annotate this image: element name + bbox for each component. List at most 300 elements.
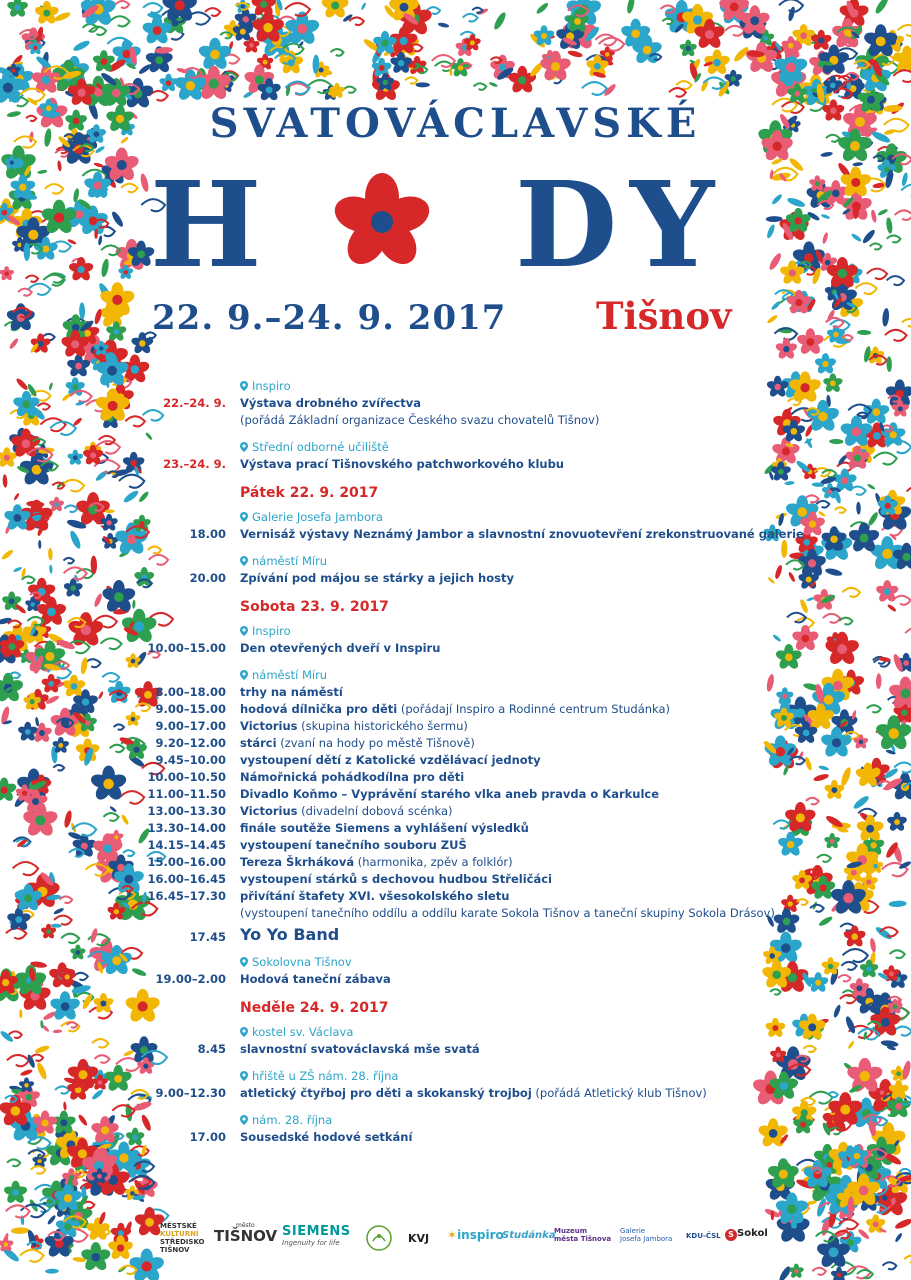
program-row	[150, 395, 790, 412]
folk-flower-ornament	[788, 1264, 804, 1279]
folk-leaf-ornament	[48, 382, 53, 391]
folk-leaf-ornament	[829, 439, 844, 445]
folk-swirl-ornament	[45, 184, 63, 194]
event-time: 9.00–12.30	[155, 1086, 226, 1100]
program-row	[147, 871, 790, 888]
folk-swirl-ornament	[817, 855, 831, 862]
folk-flower-ornament	[68, 257, 95, 282]
folk-swirl-ornament	[120, 791, 144, 804]
venue-label: náměstí Míru	[150, 553, 790, 570]
saturday-items	[147, 684, 790, 905]
folk-leaf-ornament	[870, 209, 877, 223]
folk-leaf-ornament	[63, 1101, 67, 1110]
folk-leaf-ornament	[72, 417, 82, 427]
venue-label: Galerie Josefa Jambora	[150, 509, 790, 526]
program-row	[150, 1129, 790, 1146]
folk-swirl-ornament	[816, 501, 829, 508]
folk-swirl-ornament	[110, 745, 124, 752]
venue-label: náměstí Míru	[150, 667, 790, 684]
logo-inspiro: ✶inspiro	[447, 1228, 504, 1242]
folk-swirl-ornament	[285, 3, 310, 16]
logo-kvj: KVJ	[408, 1232, 430, 1245]
folk-leaf-ornament	[888, 900, 906, 907]
program-row	[147, 820, 790, 837]
event-title: Victorius (skupina historického šermu)	[240, 719, 468, 733]
folk-swirl-ornament	[22, 576, 35, 583]
folk-leaf-ornament	[139, 173, 150, 193]
program-row	[147, 803, 790, 820]
folk-swirl-ornament	[901, 184, 911, 196]
event-time: 23.–24. 9.	[163, 457, 226, 471]
folk-leaf-ornament	[49, 565, 53, 574]
event-title: Yo Yo Band	[240, 925, 340, 944]
folk-leaf-ornament	[778, 1265, 792, 1280]
folk-leaf-ornament	[894, 1217, 911, 1230]
event-time: 8.00–18.00	[155, 685, 226, 699]
event-time: 10.00–15.00	[147, 641, 226, 655]
folk-leaf-ornament	[788, 157, 805, 173]
day-heading-friday: Pátek 22. 9. 2017	[240, 485, 379, 501]
logo-studanka-circle	[365, 1224, 393, 1252]
folk-leaf-ornament	[123, 1049, 134, 1057]
folk-swirl-ornament	[121, 184, 137, 193]
folk-flower-ornament	[130, 332, 154, 355]
folk-leaf-ornament	[51, 924, 62, 928]
folk-leaf-ornament	[848, 1197, 855, 1216]
folk-flower-ornament	[63, 578, 84, 598]
folk-leaf-ornament	[626, 0, 636, 14]
folk-swirl-ornament	[842, 588, 860, 597]
folk-flower-ornament	[775, 338, 798, 360]
folk-swirl-ornament	[20, 1250, 44, 1262]
folk-leaf-ornament	[771, 193, 784, 206]
folk-leaf-ornament	[787, 6, 796, 22]
program-row	[150, 701, 790, 718]
folk-swirl-ornament	[810, 905, 824, 912]
folk-swirl-ornament	[894, 1027, 911, 1036]
folk-leaf-ornament	[94, 469, 109, 482]
program-row	[150, 926, 790, 948]
event-note: (vystoupení tanečního oddílu a oddílu karate Sokola Tišnov a taneční skupiny Sokola Drásov)	[240, 906, 775, 920]
folk-swirl-ornament	[463, 14, 478, 22]
folk-swirl-ornament	[8, 621, 21, 628]
folk-flower-ornament	[3, 1181, 28, 1205]
folk-swirl-ornament	[6, 1205, 30, 1217]
folk-leaf-ornament	[886, 356, 892, 372]
folk-swirl-ornament	[803, 1046, 815, 1052]
folk-leaf-ornament	[839, 766, 852, 787]
folk-leaf-ornament	[416, 82, 430, 87]
event-title: Námořnická pohádkodílna pro děti	[240, 770, 465, 784]
folk-leaf-ornament	[61, 392, 72, 402]
folk-flower-ornament	[320, 0, 349, 20]
folk-leaf-ornament	[57, 160, 62, 171]
program-row	[150, 456, 790, 473]
folk-leaf-ornament	[109, 805, 117, 812]
folk-swirl-ornament	[349, 17, 364, 25]
event-title: přivítání štafety XVI. všesokolského sletu	[240, 889, 510, 903]
event-time: 10.00–10.50	[147, 770, 226, 784]
program	[147, 378, 804, 1146]
folk-leaf-ornament	[68, 529, 82, 549]
program-row	[150, 1085, 790, 1102]
folk-swirl-ornament	[114, 724, 124, 729]
event-title: vystoupení stárků s dechovou hudbou Střeličáci	[240, 872, 552, 886]
folk-flower-ornament	[118, 265, 134, 280]
event-title: hodová dílnička pro děti (pořádají Inspiro a Rodinné centrum Studánka)	[240, 702, 671, 716]
logo-siemens: SIEMENS Ingenuity for life	[282, 1224, 351, 1247]
folk-leaf-ornament	[874, 0, 890, 15]
folk-leaf-ornament	[885, 217, 893, 234]
folk-leaf-ornament	[821, 213, 831, 219]
folk-leaf-ornament	[818, 510, 826, 517]
folk-leaf-ornament	[867, 511, 880, 527]
folk-swirl-ornament	[867, 705, 881, 712]
folk-swirl-ornament	[857, 1270, 873, 1278]
folk-flower-ornament	[34, 1, 60, 25]
folk-leaf-ornament	[35, 717, 40, 727]
folk-swirl-ornament	[893, 70, 911, 82]
event-title: atletický čtyřboj pro děti a skokanský trojboj (pořádá Atletický klub Tišnov)	[240, 1086, 707, 1100]
event-title: slavnostní svatováclavská mše svatá	[240, 1042, 480, 1056]
folk-leaf-ornament	[13, 566, 23, 573]
folk-leaf-ornament	[813, 773, 830, 783]
folk-swirl-ornament	[669, 88, 686, 97]
folk-flower-ornament	[862, 399, 890, 426]
program-row	[150, 684, 790, 701]
folk-leaf-ornament	[804, 756, 813, 771]
folk-leaf-ornament	[887, 603, 897, 612]
event-title: Tereza Škrháková (harmonika, zpěv a folklór)	[240, 855, 513, 869]
folk-leaf-ornament	[832, 1004, 841, 1018]
event-time: 13.00–13.30	[147, 804, 226, 818]
folk-leaf-ornament	[567, 49, 583, 58]
folk-leaf-ornament	[2, 474, 7, 488]
folk-leaf-ornament	[867, 483, 876, 490]
folk-leaf-ornament	[786, 196, 806, 208]
folk-flower-ornament	[796, 328, 825, 356]
program-row	[150, 905, 790, 922]
folk-swirl-ornament	[907, 486, 911, 498]
program-row	[147, 888, 790, 905]
folk-leaf-ornament	[98, 235, 103, 245]
program-row	[147, 640, 790, 657]
event-title: Sousedské hodové setkání	[240, 1130, 413, 1144]
event-title: Divadlo Koňmo – Vyprávění starého vlka aneb pravda o Karkulce	[240, 787, 660, 801]
folk-swirl-ornament	[850, 487, 866, 495]
title-letter-d: D	[515, 155, 618, 294]
folk-leaf-ornament	[11, 1227, 30, 1234]
folk-swirl-ornament	[125, 416, 144, 426]
folk-leaf-ornament	[360, 2, 366, 10]
folk-leaf-ornament	[847, 1040, 855, 1049]
folk-flower-ornament	[822, 373, 843, 393]
program-row	[150, 570, 790, 587]
folk-swirl-ornament	[110, 16, 130, 26]
folk-swirl-ornament	[38, 403, 50, 409]
event-time: 9.00–15.00	[155, 702, 226, 716]
folk-swirl-ornament	[59, 896, 72, 903]
folk-swirl-ornament	[7, 1159, 20, 1166]
folk-leaf-ornament	[91, 1088, 105, 1101]
folk-flower-ornament	[80, 1242, 112, 1272]
event-title: Hodová taneční zábava	[240, 972, 391, 986]
venue-label: Střední odborné učiliště	[150, 439, 790, 456]
location-pin-icon	[240, 556, 248, 566]
program-row	[150, 752, 790, 769]
folk-swirl-ornament	[63, 558, 73, 563]
folk-leaf-ornament	[46, 1214, 56, 1225]
folk-leaf-ornament	[894, 1232, 903, 1243]
folk-swirl-ornament	[18, 289, 32, 296]
folk-leaf-ornament	[19, 1009, 22, 1018]
folk-swirl-ornament	[26, 275, 39, 281]
event-time: 19.00–2.00	[155, 972, 226, 986]
event-time: 17.00	[189, 1130, 226, 1144]
event-title: vystoupení dětí z Katolické vzdělávací jednoty	[240, 753, 541, 767]
folk-leaf-ornament	[77, 1113, 88, 1126]
folk-leaf-ornament	[13, 492, 20, 500]
folk-leaf-ornament	[100, 258, 110, 277]
folk-leaf-ornament	[766, 314, 778, 325]
logo-mks: MĚSTSKÉ KULTURNÍ STŘEDISKO TIŠNOV	[160, 1222, 205, 1254]
folk-swirl-ornament	[870, 243, 882, 249]
folk-swirl-ornament	[143, 3, 162, 13]
folk-leaf-ornament	[53, 1029, 63, 1033]
venue-label: hřiště u ZŠ nám. 28. října	[150, 1068, 790, 1085]
program-row	[150, 718, 790, 735]
logo-mesto-tisnov: město TIŠNOV	[214, 1222, 278, 1245]
title-letter-h: H	[150, 155, 262, 294]
program-row	[147, 837, 790, 854]
folk-flower-ornament	[791, 625, 820, 652]
folk-swirl-ornament	[812, 1268, 826, 1275]
folk-swirl-ornament	[343, 87, 355, 93]
folk-leaf-ornament	[35, 1061, 48, 1080]
folk-swirl-ornament	[101, 638, 122, 649]
logo-galerie: Galerie Josefa Jambora	[620, 1227, 673, 1243]
title-hody	[150, 155, 770, 294]
venue-label: nám. 28. října	[150, 1112, 790, 1129]
folk-swirl-ornament	[867, 269, 887, 279]
event-dates: 22. 9.–24. 9. 2017	[152, 298, 507, 338]
event-title: trhy na náměstí	[240, 685, 343, 699]
event-title: Výstava drobného zvířectva	[240, 396, 422, 410]
event-title: Victorius (divadelní dobová scénka)	[240, 804, 453, 818]
logo-muzeum: Muzeum města Tišnova	[554, 1227, 612, 1243]
location-pin-icon	[240, 1071, 248, 1081]
folk-leaf-ornament	[120, 814, 129, 826]
folk-flower-ornament	[875, 580, 899, 603]
folk-swirl-ornament	[31, 1166, 46, 1174]
event-time: 16.00–16.45	[147, 872, 226, 886]
event-time: 20.00	[189, 571, 226, 585]
folk-leaf-ornament	[110, 210, 125, 228]
folk-leaf-ornament	[437, 22, 449, 29]
event-time: 17.45	[189, 930, 226, 944]
folk-leaf-ornament	[79, 302, 85, 319]
folk-leaf-ornament	[15, 377, 29, 391]
program-row	[150, 412, 790, 429]
folk-swirl-ornament	[887, 235, 901, 242]
event-time: 13.30–14.00	[147, 821, 226, 835]
day-heading-saturday: Sobota 23. 9. 2017	[240, 599, 389, 615]
folk-leaf-ornament	[857, 330, 871, 335]
folk-swirl-ornament	[823, 614, 840, 623]
venue-label: Inspiro	[150, 378, 790, 395]
program-row	[147, 769, 790, 786]
folk-leaf-ornament	[72, 39, 91, 53]
folk-swirl-ornament	[839, 618, 852, 625]
folk-leaf-ornament	[131, 967, 147, 978]
folk-swirl-ornament	[662, 19, 672, 24]
folk-swirl-ornament	[895, 210, 911, 220]
folk-leaf-ornament	[37, 169, 47, 174]
logo-sokol: S Sokol	[725, 1228, 768, 1241]
folk-swirl-ornament	[405, 77, 417, 83]
folk-leaf-ornament	[122, 489, 140, 504]
day-heading-sunday: Neděle 24. 9. 2017	[240, 1000, 389, 1016]
folk-swirl-ornament	[582, 82, 607, 95]
location-pin-icon	[240, 381, 248, 391]
folk-swirl-ornament	[873, 453, 896, 465]
folk-leaf-ornament	[869, 938, 877, 953]
folk-flower-ornament	[107, 681, 132, 705]
event-title: stárci (zvaní na hody po městě Tišnově)	[240, 736, 475, 750]
event-title: vystoupení tanečního souboru ZUŠ	[240, 838, 467, 852]
event-time: 9.45–10.00	[155, 753, 226, 767]
folk-leaf-ornament	[535, 2, 549, 16]
red-flower-icon	[332, 172, 432, 272]
folk-swirl-ornament	[902, 319, 911, 326]
folk-leaf-ornament	[856, 502, 861, 515]
folk-flower-ornament	[0, 778, 17, 803]
folk-swirl-ornament	[28, 1150, 44, 1158]
folk-flower-ornament	[853, 734, 869, 749]
folk-leaf-ornament	[93, 593, 103, 608]
folk-flower-ornament	[886, 812, 908, 832]
location-pin-icon	[240, 670, 248, 680]
folk-swirl-ornament	[53, 765, 64, 771]
location-pin-icon	[240, 1027, 248, 1037]
program-row	[150, 971, 790, 988]
folk-swirl-ornament	[54, 916, 72, 925]
event-time: 8.45	[197, 1042, 226, 1056]
event-title: Vernisáž výstavy Neznámý Jambor a slavnostní znovuotevření zrekonstruované galerie	[240, 527, 804, 541]
folk-leaf-ornament	[8, 337, 19, 350]
folk-swirl-ornament	[887, 276, 904, 285]
event-time: 14.15–14.45	[147, 838, 226, 852]
folk-swirl-ornament	[74, 973, 88, 980]
folk-swirl-ornament	[331, 49, 344, 56]
folk-swirl-ornament	[855, 283, 876, 294]
folk-leaf-ornament	[492, 11, 507, 31]
folk-swirl-ornament	[115, 1, 129, 8]
folk-leaf-ornament	[90, 928, 99, 944]
folk-leaf-ornament	[818, 915, 834, 927]
folk-leaf-ornament	[844, 1015, 857, 1034]
folk-swirl-ornament	[806, 798, 819, 805]
folk-swirl-ornament	[103, 813, 118, 821]
folk-swirl-ornament	[61, 934, 79, 943]
folk-flower-ornament	[814, 353, 837, 375]
folk-leaf-ornament	[822, 232, 829, 245]
folk-leaf-ornament	[806, 597, 815, 602]
event-city: Tišnov	[596, 294, 732, 338]
folk-swirl-ornament	[883, 1262, 897, 1269]
folk-leaf-ornament	[80, 657, 89, 675]
location-pin-icon	[240, 957, 248, 967]
folk-leaf-ornament	[882, 308, 890, 327]
folk-swirl-ornament	[835, 507, 846, 513]
folk-leaf-ornament	[852, 162, 863, 167]
logo-studanka: Studánka	[502, 1230, 556, 1241]
title-svatovaclavske: SVATOVÁCLAVSKÉ	[209, 100, 702, 147]
folk-flower-ornament	[89, 766, 128, 803]
folk-leaf-ornament	[771, 1211, 774, 1221]
event-title: Zpívání pod májou se stárky a jejich hosty	[240, 571, 514, 585]
folk-leaf-ornament	[138, 490, 150, 503]
folk-swirl-ornament	[841, 962, 856, 970]
folk-leaf-ornament	[132, 600, 136, 609]
folk-leaf-ornament	[877, 208, 888, 216]
folk-leaf-ornament	[1, 548, 15, 560]
location-pin-icon	[240, 442, 248, 452]
folk-flower-ornament	[107, 1235, 134, 1261]
event-note: (pořádá Základní organizace Českého svazu chovatelů Tišnov)	[240, 413, 600, 427]
program-row	[150, 1041, 790, 1058]
venue-label: kostel sv. Václava	[150, 1024, 790, 1041]
logo-kdu-csl: KDU-ČSL	[686, 1232, 721, 1240]
folk-swirl-ornament	[904, 1256, 911, 1263]
folk-swirl-ornament	[890, 950, 905, 958]
event-time: 18.00	[189, 527, 226, 541]
folk-swirl-ornament	[897, 25, 911, 36]
folk-flower-ornament	[0, 145, 37, 181]
program-row	[147, 786, 790, 803]
folk-leaf-ornament	[881, 1039, 899, 1047]
folk-flower-ornament	[6, 0, 29, 18]
folk-leaf-ornament	[851, 233, 863, 243]
location-pin-icon	[240, 512, 248, 522]
program-row	[147, 854, 790, 871]
folk-leaf-ornament	[98, 691, 105, 700]
event-time: 9.00–17.00	[155, 719, 226, 733]
folk-swirl-ornament	[843, 949, 868, 962]
folk-leaf-ornament	[53, 907, 65, 915]
event-time: 22.–24. 9.	[163, 396, 226, 410]
folk-swirl-ornament	[474, 83, 487, 90]
folk-swirl-ornament	[7, 1055, 29, 1066]
folk-swirl-ornament	[905, 627, 911, 640]
event-time: 11.00–11.50	[147, 787, 226, 801]
folk-flower-ornament	[69, 945, 86, 961]
folk-leaf-ornament	[45, 1269, 59, 1274]
event-time: 9.20–12.00	[155, 736, 226, 750]
folk-flower-ornament	[0, 266, 15, 281]
folk-flower-ornament	[887, 676, 911, 710]
location-pin-icon	[240, 1115, 248, 1125]
folk-flower-ornament	[67, 450, 84, 466]
program-row	[150, 526, 804, 543]
folk-flower-ornament	[125, 653, 142, 669]
folk-swirl-ornament	[94, 1055, 109, 1063]
folk-flower-ornament	[0, 1237, 14, 1253]
folk-leaf-ornament	[20, 1068, 33, 1077]
folk-swirl-ornament	[838, 975, 851, 982]
folk-leaf-ornament	[489, 81, 499, 87]
folk-swirl-ornament	[13, 862, 38, 875]
